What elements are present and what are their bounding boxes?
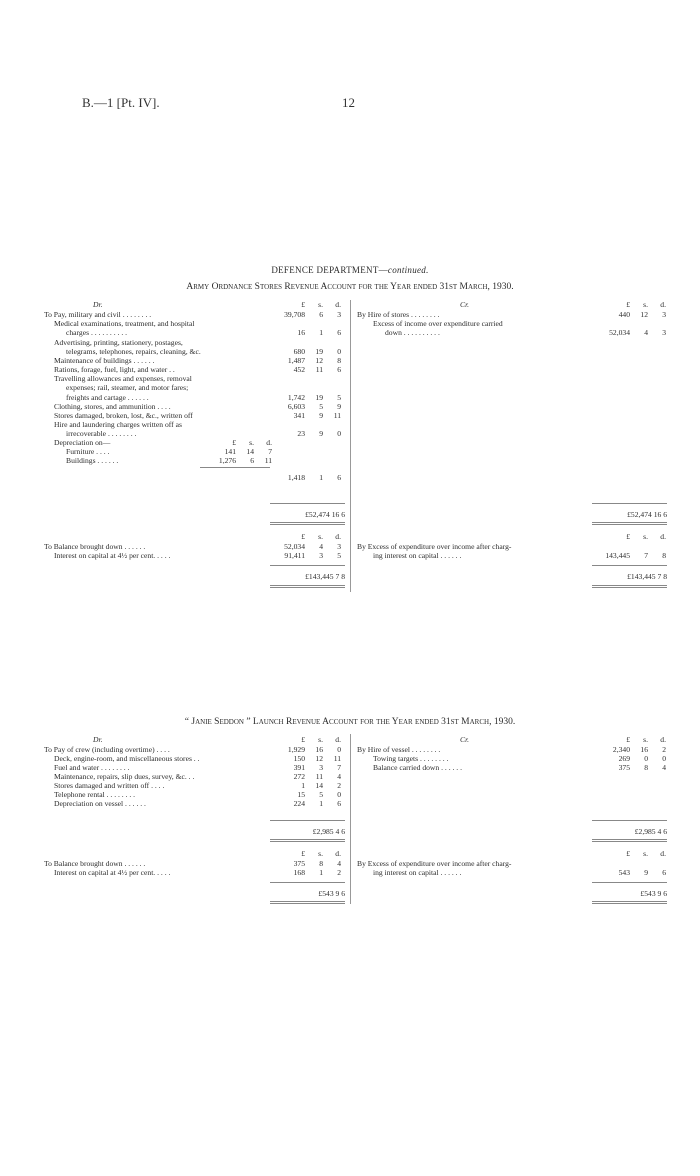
amount [590,763,670,772]
entry-label: Maintenance, repairs, slip dues, survey, &c. . . [54,772,195,781]
pence-label: d. [335,300,341,309]
pence: 5 [337,551,341,560]
shillings-label: s. [318,300,323,309]
pence: 0 [337,745,341,754]
pounds-label: £ [232,438,236,447]
entry-label: Interest on capital at 4½ per cent. . . . . [54,868,171,877]
currency-heading-left [265,300,345,309]
total-rule [592,565,667,566]
shillings: 1 [319,328,323,337]
shillings: 8 [644,763,648,772]
pence: 8 [337,356,341,365]
pence-label: d. [335,532,341,541]
pounds: 1,742 [287,393,305,402]
total-rule [592,882,667,883]
pence: 7 [268,447,272,456]
pounds: 168 [293,868,305,877]
pence: 2 [337,781,341,790]
shillings-label: s. [318,532,323,541]
entry-label: By Excess of expenditure over income after charg- [357,542,512,551]
entry-label: Towing targets . . . . . . . . [373,754,449,763]
amount [265,411,345,420]
shillings: 6 [319,310,323,319]
pence: 0 [662,754,666,763]
shillings: 14 [315,781,323,790]
pounds-label: £ [301,849,305,858]
currency-heading-left [265,532,345,541]
total-rule [270,839,345,840]
total-rule [592,841,667,842]
entry-label: charges . . . . . . . . . . [66,328,128,337]
total-rule [270,503,345,504]
entry-label: freights and cartage . . . . . . [66,393,149,402]
amount [265,772,345,781]
pence-label: d. [660,300,666,309]
pounds: 143,445 [605,551,630,560]
credit-heading: Cr. [460,300,470,309]
depreciation-currency-heading [196,438,276,447]
total-debit: £52,474 16 6 [305,510,345,519]
currency-heading-right [590,532,670,541]
entry-label: down . . . . . . . . . . [385,328,440,337]
debit-heading: Dr. [93,300,103,309]
pounds-label: £ [626,849,630,858]
amount [265,754,345,763]
pounds: 23 [297,429,305,438]
pence: 6 [337,365,341,374]
shillings: 19 [315,347,323,356]
pounds-label: £ [301,300,305,309]
entry-label: Balance carried down . . . . . . [373,763,462,772]
total-rule [270,587,345,588]
amount [265,429,345,438]
total-rule [592,587,667,588]
shillings: 9 [319,411,323,420]
pence: 3 [662,328,666,337]
depreciation-furniture-amount [196,447,276,456]
pounds: 52,034 [284,542,305,551]
shillings: 4 [319,542,323,551]
entry-label: Maintenance of buildings . . . . . . [54,356,155,365]
pence: 0 [337,429,341,438]
pence: 7 [337,763,341,772]
shillings-label: s. [318,735,323,744]
entry-label: To Balance brought down . . . . . . [44,542,146,551]
pence: 4 [337,859,341,868]
entry-label: Hire and laundering charges written off as [54,420,182,429]
entry-label: Advertising, printing, stationery, postages, [54,338,183,347]
balance-total-debit: £543 9 6 [318,889,345,898]
amount [590,868,670,877]
entry-label: Travelling allowances and expenses, removal [54,374,192,383]
entry-label: By Hire of stores . . . . . . . . [357,310,440,319]
entry-label: Medical examinations, treatment, and hospital [54,319,195,328]
pence-label: d. [660,849,666,858]
shillings: 4 [644,328,648,337]
pounds-label: £ [626,735,630,744]
total-rule [270,882,345,883]
amount [265,328,345,337]
entry-label: By Hire of vessel . . . . . . . . [357,745,441,754]
total-rule [592,524,667,525]
shillings-label: s. [318,849,323,858]
pounds: 39,708 [284,310,305,319]
pence: 11 [333,754,341,763]
shillings: 3 [319,763,323,772]
amount [265,859,345,868]
shillings: 12 [640,310,648,319]
section-title-text: DEFENCE DEPARTMENT— [271,265,388,275]
amount [590,754,670,763]
pence: 8 [662,551,666,560]
entry-label: expenses; rail, steamer, and motor fares; [66,383,189,392]
pence: 2 [662,745,666,754]
total-rule [270,585,345,586]
pence: 9 [337,402,341,411]
amount [265,790,345,799]
shillings: 1 [319,868,323,877]
currency-heading-right [590,849,670,858]
entry-label: Depreciation on vessel . . . . . . [54,799,146,808]
amount [590,551,670,560]
amount [265,393,345,402]
entry-label: Interest on capital at 4½ per cent. . . . . [54,551,171,560]
entry-label: Stores damaged, broken, lost, &c., written off [54,411,193,420]
entry-label: ing interest on capital . . . . . . [373,551,462,560]
account-title-launch: “ Janie Seddon ” Launch Revenue Account for the Year ended 31st March, 1930. [184,717,516,727]
entry-label: Excess of income over expenditure carried [373,319,503,328]
shillings-label: s. [643,735,648,744]
column-divider [350,300,351,592]
entry-label: Deck, engine-room, and miscellaneous stores . . [54,754,200,763]
pounds: 680 [293,347,305,356]
total-rule [592,901,667,902]
total-rule [592,522,667,523]
amount [265,356,345,365]
pence: 6 [337,799,341,808]
pence-label: d. [335,735,341,744]
pounds: 375 [618,763,630,772]
total-credit: £52,474 16 6 [627,510,667,519]
pence-label: d. [335,849,341,858]
entry-label: Telephone rental . . . . . . . . [54,790,136,799]
shillings: 1 [319,799,323,808]
total-rule [270,565,345,566]
entry-label: Rations, forage, fuel, light, and water . . [54,365,175,374]
shillings-label: s. [249,438,254,447]
total-rule [592,903,667,904]
column-divider [350,734,351,904]
entry-label: By Excess of expenditure over income after charg- [357,859,512,868]
credit-heading: Cr. [460,735,470,744]
amount [265,781,345,790]
pounds: 341 [293,411,305,420]
currency-heading-left [265,735,345,744]
shillings: 1 [319,473,323,482]
section-title-continued: continued. [387,265,429,275]
pounds-label: £ [626,532,630,541]
amount [265,473,345,482]
account-title-ordnance: Army Ordnance Stores Revenue Account for the Year ended 31st March, 1930. [186,282,514,292]
pence: 6 [337,328,341,337]
amount [590,328,670,337]
shillings: 5 [319,402,323,411]
entry-label: Fuel and water . . . . . . . . [54,763,130,772]
entry-label: Clothing, stores, and ammunition . . . . [54,402,171,411]
pence: 3 [337,542,341,551]
pence: 3 [337,310,341,319]
page-number: 12 [342,95,355,110]
pounds: 1 [301,781,305,790]
total-rule [270,522,345,523]
amount [265,551,345,560]
total-rule [592,585,667,586]
pounds: 1,487 [287,356,305,365]
amount [265,745,345,754]
entry-label: Buildings . . . . . . [66,456,119,465]
pence: 4 [337,772,341,781]
shillings-label: s. [643,532,648,541]
amount [590,310,670,319]
total-rule [592,503,667,504]
pence: 6 [662,868,666,877]
pounds: 6,603 [287,402,305,411]
shillings: 11 [315,772,323,781]
shillings: 9 [319,429,323,438]
shillings: 5 [319,790,323,799]
pence: 3 [662,310,666,319]
pounds-label: £ [301,532,305,541]
amount [590,745,670,754]
entry-label: To Balance brought down . . . . . . [44,859,146,868]
total-rule [270,901,345,902]
pounds: 272 [293,772,305,781]
shillings: 11 [315,365,323,374]
balance-total-credit: £543 9 6 [640,889,667,898]
shillings: 16 [315,745,323,754]
shillings: 12 [315,356,323,365]
amount [265,402,345,411]
pence-label: d. [660,532,666,541]
pounds: 391 [293,763,305,772]
depreciation-buildings-amount [196,456,276,465]
amount [265,365,345,374]
pounds: 1,276 [218,456,236,465]
pounds: 2,340 [612,745,630,754]
currency-heading-right [590,300,670,309]
entry-label: Depreciation on— [54,438,111,447]
pence: 0 [337,790,341,799]
total-credit: £2,985 4 6 [634,827,667,836]
pounds: 224 [293,799,305,808]
total-rule [270,841,345,842]
pounds: 375 [293,859,305,868]
total-rule [270,820,345,821]
pence: 5 [337,393,341,402]
currency-heading-right [590,735,670,744]
document-reference: B.—1 [Pt. IV]. [82,95,160,110]
pence-label: d. [266,438,272,447]
total-rule [270,524,345,525]
shillings: 0 [644,754,648,763]
entry-label: To Pay of crew (including overtime) . . . . [44,745,170,754]
debit-heading: Dr. [93,735,103,744]
amount [265,347,345,356]
pounds: 1,418 [287,473,305,482]
shillings: 3 [319,551,323,560]
pounds: 440 [618,310,630,319]
section-title [0,265,700,275]
pounds: 91,411 [284,551,305,560]
pounds: 15 [297,790,305,799]
shillings: 19 [315,393,323,402]
pence: 11 [333,411,341,420]
currency-heading-left [265,849,345,858]
shillings: 9 [644,868,648,877]
pence: 4 [662,763,666,772]
shillings: 16 [640,745,648,754]
pounds: 269 [618,754,630,763]
amount [265,310,345,319]
pounds: 150 [293,754,305,763]
pounds: 16 [297,328,305,337]
balance-total-credit: £143,445 7 8 [627,572,667,581]
shillings: 14 [246,447,254,456]
entry-label: Stores damaged and written off . . . . [54,781,165,790]
pounds: 1,929 [287,745,305,754]
total-debit: £2,985 4 6 [312,827,345,836]
total-rule [592,820,667,821]
shillings: 6 [250,456,254,465]
shillings-label: s. [643,300,648,309]
pounds: 543 [618,868,630,877]
entry-label: Furniture . . . . [66,447,110,456]
pounds-label: £ [301,735,305,744]
pence: 0 [337,347,341,356]
pence-label: d. [660,735,666,744]
shillings: 8 [319,859,323,868]
entry-label: ing interest on capital . . . . . . [373,868,462,877]
pounds: 52,034 [609,328,630,337]
entry-label: To Pay, military and civil . . . . . . . . [44,310,152,319]
shillings-label: s. [643,849,648,858]
shillings: 12 [315,754,323,763]
pounds-label: £ [626,300,630,309]
shillings: 7 [644,551,648,560]
amount [265,542,345,551]
total-rule [592,839,667,840]
amount [265,799,345,808]
amount [265,868,345,877]
pence: 6 [337,473,341,482]
entry-label: telegrams, telephones, repairs, cleaning, &c. [66,347,201,356]
pence: 2 [337,868,341,877]
entry-label: irrecoverable . . . . . . . . [66,429,137,438]
amount [265,763,345,772]
subtotal-rule [200,467,270,468]
pounds: 141 [224,447,236,456]
balance-total-debit: £143,445 7 8 [305,572,345,581]
pence: 11 [264,456,272,465]
pounds: 452 [293,365,305,374]
total-rule [270,903,345,904]
